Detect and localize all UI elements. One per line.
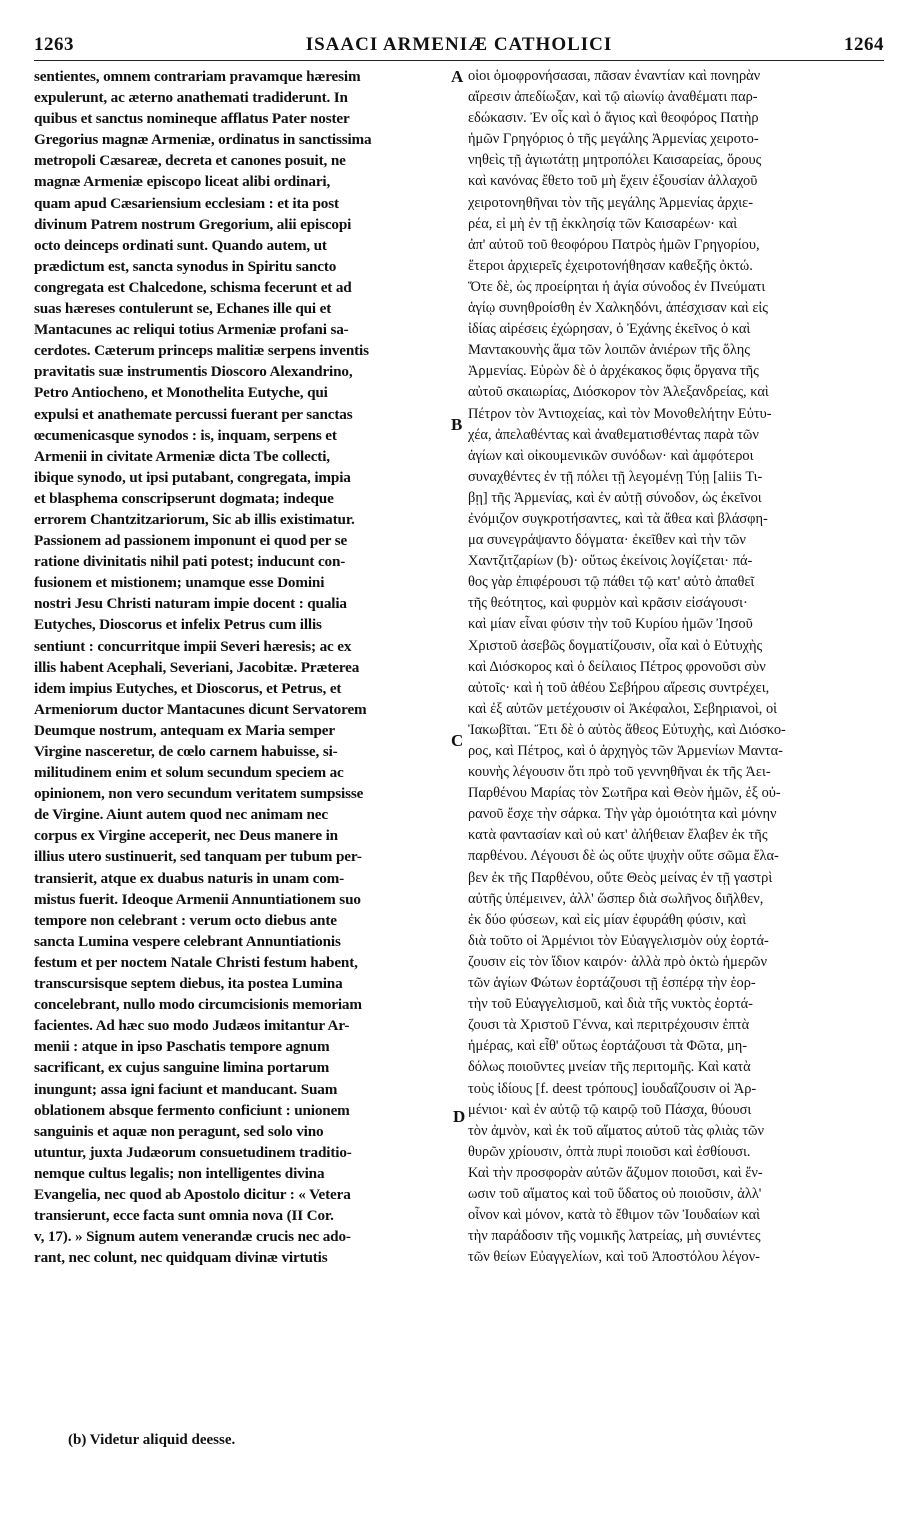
text-line: τὴν τοῦ Εὐαγγελισμοῦ, καὶ διὰ τῆς νυκτὸς ἑορτά- [468,996,753,1013]
text-line: ἀπ' αὐτοῦ τοῦ θεοφόρου Πατρὸς ἡμῶν Γρηγορίου, [468,236,760,253]
text-line: Evangelia, nec quod ab Apostolo dicitur : « Vetera [34,1185,351,1203]
text-line: δόλως ποιοῦντες μνείαν τῆς περιτομῆς. Καὶ κατὰ [468,1059,751,1076]
text-line: παρθένου. Λέγουσι δὲ ὡς οὔτε ψυχὴν οὔτε σῶμα ἔλα- [468,848,779,865]
text-line: ἐνόμιζον συγκροτήσαντες, καὶ τὰ ἄθεα καὶ βλάσφη- [468,510,768,527]
text-line: illius utero sustinuerit, sed tanquam per tubum per- [34,848,362,866]
footnote: (b) Videtur aliquid deesse. [68,1432,236,1448]
text-line: de Virgine. Aiunt autem quod nec animam nec [34,806,328,824]
text-line: transcursisque septem diebus, ita postea Lumina [34,975,343,993]
section-marker-d: D [453,1107,466,1126]
text-line: μένιοι· καὶ ἐν αὐτῷ τῷ καιρῷ τοῦ Πάσχα, θύουσι [468,1101,752,1118]
text-line: ρέα, εἰ μὴ ἐν τῇ ἐκκλησίᾳ τῶν Καισαρέων· καὶ [468,215,738,232]
text-line: τῶν θείων Εὐαγγελίων, καὶ τοῦ Ἀποστόλου λέγον- [468,1249,760,1266]
text-line: quam apud Cæsariensium ecclesiam : et ita post [34,194,339,212]
text-line: Χριστοῦ ἀσεβῶς δογματίζουσιν, οἷα καὶ ὁ Εὐτυχὴς [468,637,763,654]
text-line: τοὺς ἰδίους [f. deest τρόπους] ἰουδαΐζουσιν οἱ Ἀρ- [468,1080,757,1097]
text-line: Ἀρμενίας. Εὑρὼν δὲ ὁ ἀρχέκακος ὄφις ὄργανα τῆς [468,363,759,380]
text-line: ἰδίας αἱρέσεις ἐχώρησαν, ὁ Ἐχάνης ἐκεῖνος ὁ καὶ [468,321,751,338]
greek-column [468,66,886,1268]
page-header [34,30,884,61]
section-marker-c: C [451,731,464,750]
text-line: ρος, καὶ Πέτρος, καὶ ὁ ἀρχηγὸς τῶν Ἀρμενίων Μαντα- [468,743,783,759]
text-line: μα συνεγράψαντο δόγματα· ἐκεῖθεν καὶ τὴν τῶν [468,532,746,549]
text-line: transierunt, ecce facta sunt omnia nova (II Cor. [34,1207,334,1225]
text-line: νηθεὶς τῇ ἁγιωτάτῃ μητροπόλει Καισαρείας, ὅρους [468,152,762,169]
text-line: ratione divinitatis nihil pati potest; inducunt con- [34,553,346,571]
text-line: Petro Antiocheno, et Monothelita Eutyche, qui [34,384,328,402]
section-marker-a: A [451,67,464,86]
text-line: Πέτρον τὸν Ἀντιοχείας, καὶ τὸν Μονοθελήτην Εὐτυ- [468,405,772,422]
text-line: ζουσιν εἰς τὸν ἴδιον καιρόν· ἀλλὰ πρὸ ὀκτὼ ἡμερῶν [468,953,768,970]
text-line: αὐτοῖς· καὶ ἡ τοῦ ἀθέου Σεβήρου αἵρεσις συντρέχει, [468,679,770,696]
text-line: Deumque nostrum, antequam ex Maria semper [34,721,335,739]
text-line: ἁγίων καὶ οἰκουμενικῶν συνόδων· καὶ ἀμφότεροι [468,447,754,464]
text-line: nostri Jesu Christi naturam impie docent : qualia [34,595,347,613]
latin-column [34,66,448,1268]
text-line: ωσιν τοῦ αἵματος καὶ τοῦ ὕδατος οὐ ποιοῦσιν, ἀλλ' [468,1185,762,1202]
text-line: sacrificant, ex cujus sanguine limina portarum [34,1059,330,1077]
text-line: Mantacunes ac reliqui totius Armeniæ profani sa- [34,321,349,339]
text-line: fusionem et mistionem; unamque esse Domini [34,574,325,592]
text-line: Armeniorum ductor Mantacunes dicunt Servatorem [34,700,367,718]
text-line: facientes. Ad hæc suo modo Judæos imitantur Ar- [34,1017,350,1035]
text-line: Armenii in civitate Armeniæ dicta Tbe collecti, [34,447,330,465]
text-line: βεν ἐκ τῆς Παρθένου, οὔτε Θεὸς μείνας ἐν τῇ γαστρὶ [468,869,773,886]
text-line: κουνὴς λέγουσιν ὅτι πρὸ τοῦ γεννηθῆναι ἐκ τῆς Ἀει- [468,764,771,781]
text-line: magnæ Armeniæ episcopo liceat alibi ordinari, [34,173,331,191]
text-line: festum et per noctem Natale Christi festum habent, [34,953,358,971]
text-line: οἱοι ὁμοφρονήσασαι, πᾶσαν ἐναντίαν καὶ πονηρὰν [468,68,761,84]
text-line: Gregorius magnæ Armeniæ, ordinatus in sanctissima [34,131,372,149]
text-line: καὶ κανόνας ἔθετο τοῦ μὴ ἔχειν ἐξουσίαν ἀλλαχοῦ [468,173,758,190]
text-line: octo deinceps ordinati sunt. Quando autem, ut [34,236,327,254]
section-marker-b: B [451,415,463,434]
text-line: κατὰ φαντασίαν καὶ οὐ κατ' ἀλήθειαν ἔλαβεν ἐκ τῆς [468,827,768,844]
text-line: οἶνον καὶ μόνον, κατὰ τὸ ἔθιμον τῶν Ἰουδαίων καὶ [468,1207,761,1224]
text-line: concelebrant, nullo modo circumcisionis memoriam [34,996,362,1014]
text-line: καὶ ἐξ αὐτῶν μετέχουσιν οἱ Ἀκέφαλοι, Σεβηριανοὶ, οἱ [468,700,778,717]
text-line: mistus fuerit. Ideoque Armenii Annuntiationem suo [34,890,361,908]
text-line: expulerunt, ac æterno anathemati tradiderunt. In [34,89,348,107]
text-line: Ὅτε δὲ, ὡς προείρηται ἡ ἁγία σύνοδος ἐν Πνεύματι [468,278,766,295]
text-line: inungunt; assa igni faciunt et manducant. Suam [34,1080,338,1098]
text-line: et blasphema conscripserunt dogmata; indeque [34,489,334,507]
text-line: illis habent Acephali, Severiani, Jacobitæ. Præterea [34,658,360,676]
text-line: τὴν παράδοσιν τῆς νομικῆς λατρείας, μὴ συνιέντες [468,1228,761,1245]
text-line: τῆς θεότητος, καὶ φυρμὸν καὶ κρᾶσιν εἰσάγουσι· [468,595,748,612]
text-line: rant, nec colunt, nec quidquam divinæ virtutis [34,1249,328,1267]
text-line: congregata est Chalcedone, schisma fecerunt et ad [34,278,352,296]
text-line: καὶ Διόσκορος καὶ ὁ δείλαιος Πέτρος φρονοῦσι σὺν [468,658,766,675]
text-line: καὶ μίαν εἶναι φύσιν τὴν τοῦ Κυρίου ἡμῶν Ἰησοῦ [468,616,753,633]
text-line: cerdotes. Cæterum princeps malitiæ serpens inventis [34,342,369,360]
text-line: συναχθέντες ἐν τῇ πόλει τῇ λεγομένῃ Τύῃ [aliis Τι- [468,468,763,485]
text-line: corpus ex Virgine acceperit, nec Deus manere in [34,827,338,845]
text-line: militudinem enim et solum secundum speciem ac [34,764,344,782]
text-line: sanguinis et aquæ non peragunt, sed solo vino [34,1122,324,1140]
text-line: ἡμέρας, καὶ εἶθ' οὕτως ἑορτάζουσι τὰ Φῶτα, μη- [468,1038,748,1055]
text-line: ρανοῦ ἔσχε τὴν σάρκα. Τὴν γὰρ ὁμοιότητα καὶ μόνην [468,806,777,823]
text-line: tempore non celebrant : verum octo diebus ante [34,911,337,929]
text-line: θος γὰρ ἐπιφέρουσι τῷ πάθει τῷ κατ' αὐτὸ ἀπαθεῖ [468,574,755,591]
text-line: pravitatis suæ instrumentis Dioscoro Alexandrino, [34,363,353,381]
text-line: sentiunt : concurritque impii Severi hæresis; ac ex [34,637,352,655]
text-line: αὐτοῦ σκαιωρίας, Διόσκορον τὸν Ἀλεξανδρείας, καὶ [468,384,769,401]
text-line: sancta Lumina vespere celebrant Annuntiationis [34,932,341,950]
text-line: Eutyches, Dioscorus et infelix Petrus cum illis [34,616,322,634]
text-line: εδώκασιν. Ἐν οἷς καὶ ὁ ἅγιος καὶ θεοφόρος Πατὴρ [468,110,759,127]
running-title: ISAACI ARMENIÆ CATHOLICI [305,34,613,55]
text-line: prædictum est, sancta synodus in Spiritu sancto [34,257,337,275]
text-line: ζουσι τὰ Χριστοῦ Γέννα, καὶ περιτρέχουσιν ἑπτὰ [468,1017,750,1034]
text-line: Χαντζιτζαρίων (b)· οὕτως ἐκείνοις λογίζεται· πά- [468,553,753,570]
text-line: utuntur, juxta Judæorum consuetudinem traditio- [34,1143,352,1161]
text-line: Καὶ τὴν προσφορὰν αὐτῶν ἄζυμον ποιοῦσι, καὶ ἕν- [468,1164,763,1181]
text-line: metropoli Cæsareæ, decreta et canones posuit, ne [34,152,346,170]
text-line: suas hæreses contulerunt se, Echanes ille qui et [34,300,332,318]
page-number-left: 1263 [34,34,74,55]
text-line: nemque cultus legalis; non intelligentes divina [34,1164,325,1182]
text-line: Ἰακωβῖται. Ἔτι δὲ ὁ αὐτὸς ἄθεος Εὐτυχὴς, καὶ Διόσκο- [468,721,786,738]
text-line: Virgine nasceretur, de cœlo carnem habuisse, si- [34,743,338,760]
text-line: opinionem, non vero secundum veritatem sumpsisse [34,785,364,803]
text-line: Μαντακουνὴς ἅμα τῶν λοιπῶν ἀνιέρων τῆς ὅλης [468,342,750,359]
text-line: χειροτονηθῆναι τὸν τῆς μεγάλης Ἀρμενίας ἀρχιε- [468,194,754,211]
text-line: χέα, ἀπελαθέντας καὶ ἀναθεματισθέντας παρὰ τῶν [468,426,759,443]
text-line: Passionem ad passionem imponunt ei quod per se [34,532,348,550]
text-line: διὰ τοῦτο οἱ Ἀρμένιοι τὸν Εὐαγγελισμὸν οὐχ ἑορτά- [468,932,769,949]
text-line: sentientes, omnem contrariam pravamque hæresim [34,68,361,85]
text-line: idem impius Eutyches, et Dioscorus, et Petrus, et [34,679,342,697]
text-line: ibique synodo, ut ipsi putabant, congregata, impia [34,468,351,486]
page-number-right: 1264 [844,34,884,55]
text-line: θυρῶν χρίουσιν, ὀπτὰ πυρὶ ποιοῦσι καὶ ἐσθίουσι. [468,1143,751,1160]
text-line: ἡμῶν Γρηγόριος ὁ τῆς μεγάλης Ἀρμενίας χειροτο- [468,131,759,148]
text-line: τὸν ἀμνὸν, καὶ ἐκ τοῦ αἵματος αὐτοῦ τὰς φλιὰς τῶν [468,1122,764,1139]
text-line: quibus et sanctus nomineque afflatus Pater noster [34,110,350,128]
text-line: βῃ] τῆς Ἀρμενίας, καὶ ἐν αὐτῇ σύνοδον, ὡς ἐκεῖνοι [468,489,762,506]
text-line: τῶν ἁγίων Φώτων ἑορτάζουσι τῇ ἑσπέρᾳ τὴν ἑορ- [468,975,756,992]
text-line: ἁγίῳ συνηθροίσθη ἐν Χαλκηδόνι, ἀπέσχισαν καὶ εἰς [468,300,768,317]
text-line: œcumenicasque synodos : is, inquam, serpens et [34,426,337,444]
text-line: ἐκ δύο φύσεων, καὶ εἰς μίαν ἐφυράθη φύσιν, καὶ [468,911,747,928]
text-line: αἵρεσιν ἀπεδίωξαν, καὶ τῷ αἰωνίῳ ἀναθέματι παρ- [468,89,758,106]
text-line: transierit, atque ex duabus naturis in unam com- [34,869,345,887]
text-line: αὐτῆς ὑπέμεινεν, ἀλλ' ὥσπερ διὰ σωλῆνος διῆλθεν, [468,890,764,907]
text-line: menii : atque in ipso Paschatis tempore agnum [34,1038,330,1056]
text-line: v, 17). » Signum autem venerandæ crucis nec ado- [34,1228,351,1246]
text-line: expulsi et anathemate percussi fuerant per sanctas [34,405,353,423]
text-line: errorem Chantzitzariorum, Sic ab illis existimatur. [34,510,355,528]
text-line: divinum Patrem nostrum Gregorium, alii episcopi [34,215,352,233]
text-line: oblationem absque fermento conficiunt : unionem [34,1101,350,1119]
text-line: Παρθένου Μαρίας τὸν Σωτῆρα καὶ Θεὸν ἡμῶν, ἐξ οὐ- [468,785,781,802]
text-line: ἕτεροι ἀρχιερεῖς ἐχειροτονήθησαν καθεξῆς ὀκτώ. [468,257,753,274]
